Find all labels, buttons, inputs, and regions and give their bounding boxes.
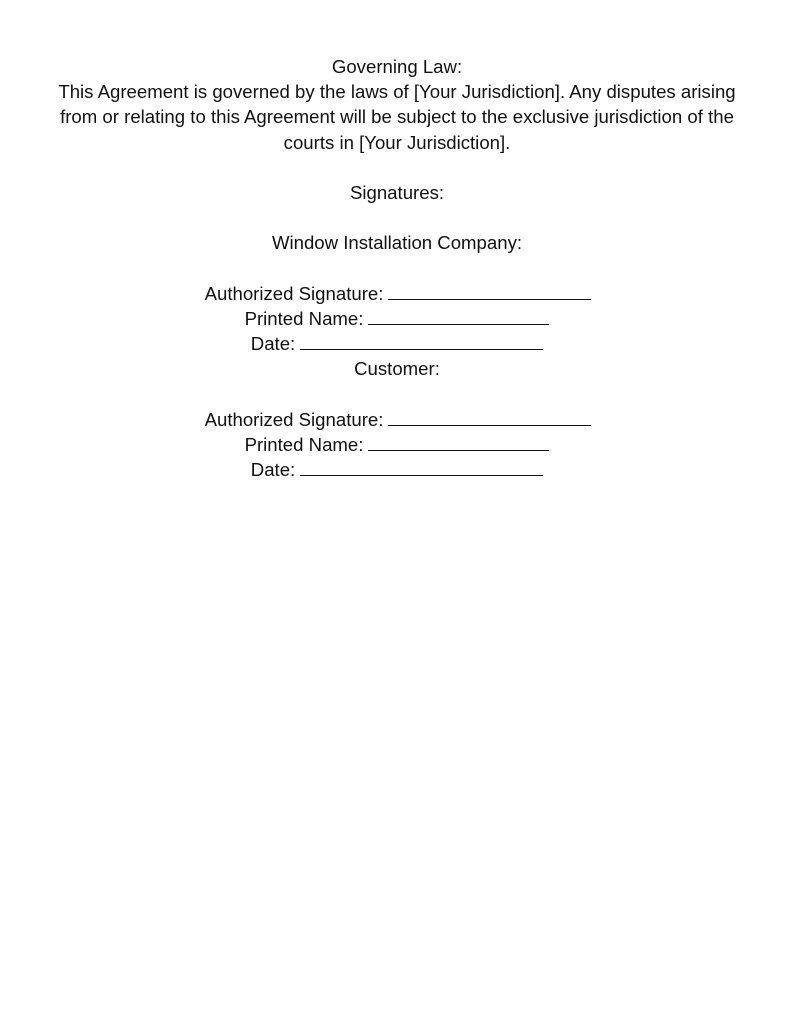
governing-law-text-line: This Agreement is governed by the laws of [Your Jurisdiction]. Any disputes arising	[58, 81, 736, 103]
field-label: Printed Name:	[244, 433, 364, 455]
company-date-field[interactable]	[0, 331, 794, 356]
name-blank-line[interactable]	[368, 433, 549, 451]
customer-date-field[interactable]	[0, 457, 794, 482]
governing-law-text-line: courts in [Your Jurisdiction].	[283, 131, 511, 153]
signature-blank-line[interactable]	[388, 282, 591, 300]
name-blank-line[interactable]	[368, 307, 549, 325]
field-label: Date:	[250, 333, 296, 355]
field-label: Authorized Signature:	[204, 408, 384, 430]
customer-heading: Customer:	[354, 358, 440, 380]
governing-law-heading: Governing Law:	[331, 56, 463, 77]
company-printed-name-field[interactable]	[0, 306, 794, 331]
customer-signature-field[interactable]	[0, 407, 794, 432]
date-blank-line[interactable]	[300, 458, 543, 476]
customer-printed-name-field[interactable]	[0, 432, 794, 457]
governing-law-text-line: from or relating to this Agreement will be subject to the exclusive jurisdiction of the	[60, 106, 734, 128]
signature-blank-line[interactable]	[388, 408, 591, 426]
field-label: Date:	[250, 459, 296, 480]
document-page	[0, 54, 794, 482]
field-label: Printed Name:	[244, 307, 364, 329]
date-blank-line[interactable]	[300, 332, 543, 350]
company-signature-field[interactable]	[0, 281, 794, 306]
company-heading: Window Installation Company:	[271, 232, 523, 254]
field-label: Authorized Signature:	[204, 282, 384, 304]
signatures-heading: Signatures:	[349, 181, 445, 203]
